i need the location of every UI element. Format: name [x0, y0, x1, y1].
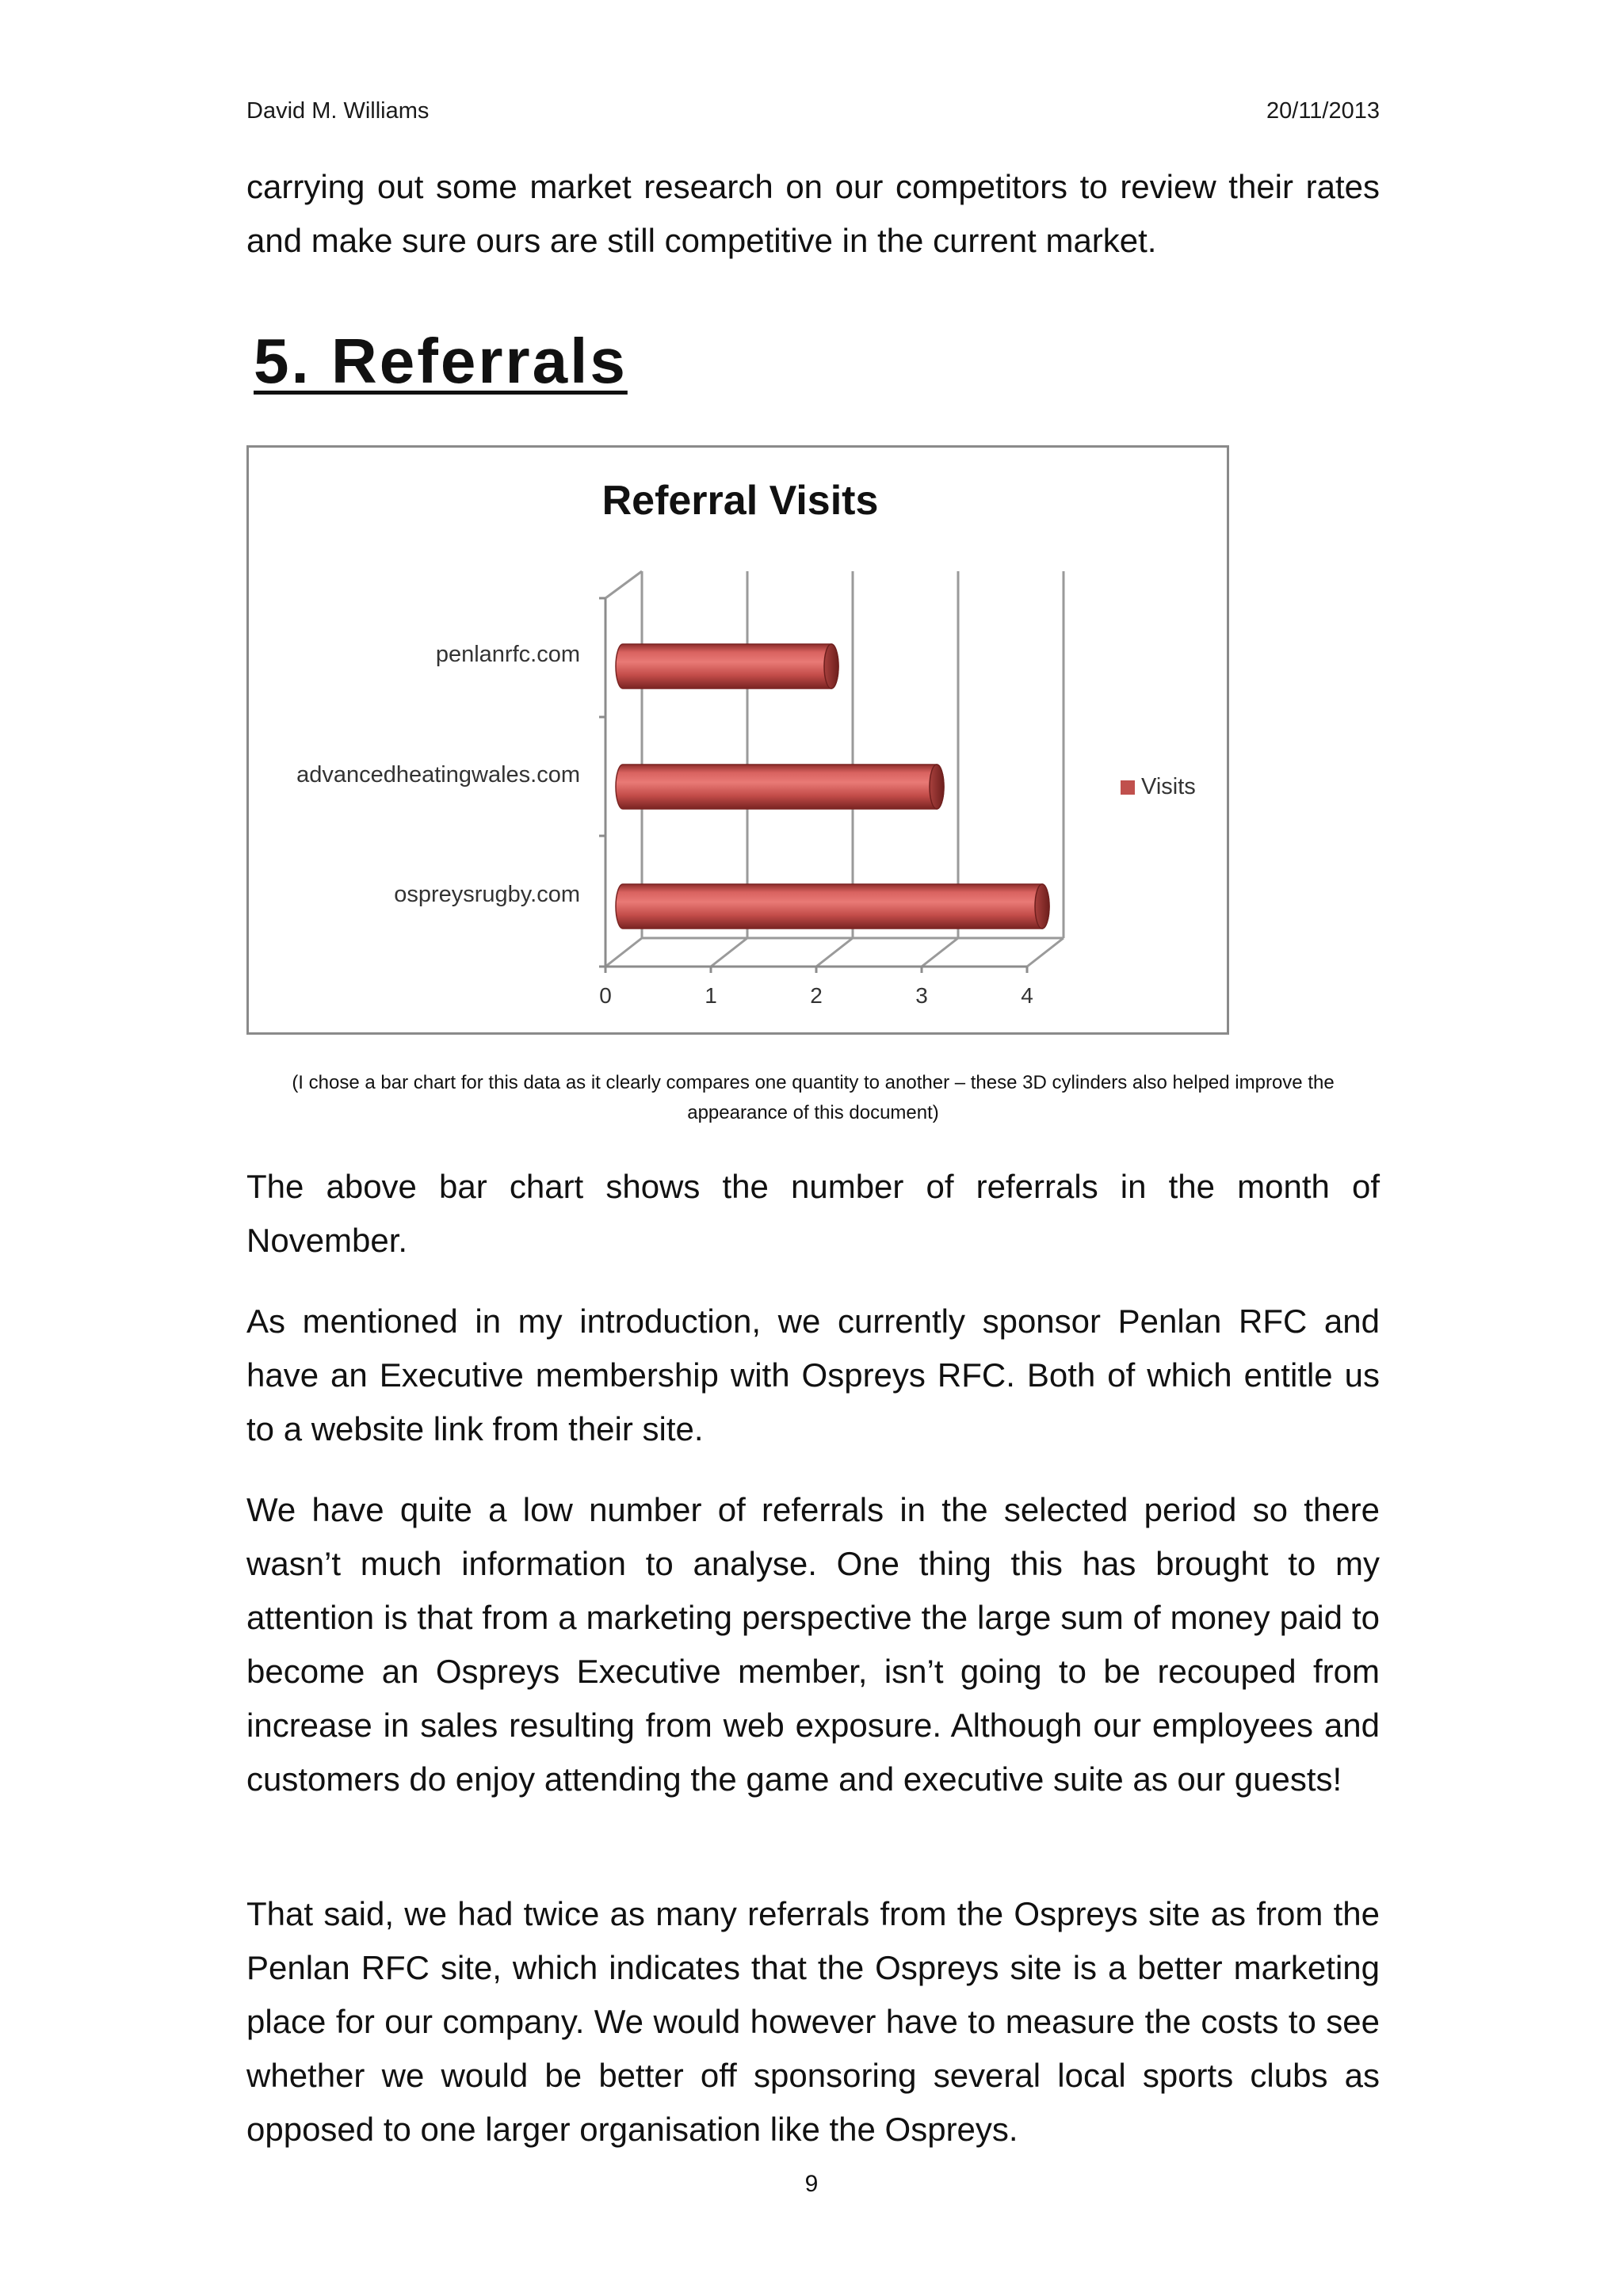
paragraph-1: The above bar chart shows the number of referrals in the month of November.: [246, 1168, 1380, 1259]
paragraph-2: As mentioned in my introduction, we currently sponsor Penlan RFC and have an Executive membership with Ospreys RFC. Both of which entitle us to a website link from their site.: [246, 1302, 1380, 1447]
header-date: 20/11/2013: [1266, 98, 1380, 124]
floor-line-1: [711, 938, 747, 967]
bar-cap-penlanrfc.com: [824, 644, 838, 688]
x-tick-label-2: 2: [810, 983, 823, 1008]
floor-line-2: [816, 938, 853, 967]
chart-title: Referral Visits: [601, 478, 879, 524]
header-author: David M. Williams: [246, 98, 430, 124]
bar-ospreysrugby.com: [616, 884, 1049, 929]
referral-visits-chart: [249, 448, 1227, 1032]
paragraph-3: We have quite a low number of referrals in the selected period so there wasn’t much information to analyse. One thing this has brought to my attention is that from a marketing perspective the large sum of money paid to become an Ospreys Executive member, isn’t going to be recouped from increase in sales resulting from web exposure. Although our employees and customers do enjoy attending the game and executive suite as our guests!: [246, 1491, 1380, 1798]
floor-line-3: [922, 938, 958, 967]
y-category-label-0: penlanrfc.com: [435, 642, 580, 667]
intro-continuation-paragraph: carrying out some market research on our competitors to review their rates and make sure ours are still competitive in the current market.: [246, 168, 1380, 259]
chart-caption: (I chose a bar chart for this data as it clearly compares one quantity to another – these 3D cylinders also helped improve the appearance of this document): [292, 1072, 1335, 1123]
x-tick-label-4: 4: [1021, 983, 1033, 1008]
bar-cap-advancedheatingwales.com: [930, 765, 944, 809]
paragraph-4: That said, we had twice as many referrals from the Ospreys site as from the Penlan RFC site, which indicates that the Ospreys site is a better marketing place for our company. We would however have to measure the costs to see whether we would be better off sponsoring several local sports clubs as opposed to one larger organisation like the Ospreys.: [246, 1895, 1380, 2148]
legend-swatch: [1121, 780, 1135, 795]
side-wall-top: [605, 571, 642, 598]
chart-frame: [246, 445, 1229, 1035]
y-category-label-2: ospreysrugby.com: [394, 882, 580, 907]
section-heading: 5. Referrals: [254, 326, 628, 396]
bar-advancedheatingwales.com: [616, 765, 944, 809]
legend-label: Visits: [1141, 774, 1196, 799]
y-category-label-1: advancedheatingwales.com: [296, 762, 580, 788]
x-tick-label-1: 1: [705, 983, 717, 1008]
floor-line-0: [605, 938, 642, 967]
floor-line-4: [1027, 938, 1064, 967]
x-tick-label-0: 0: [599, 983, 612, 1008]
page-number: 9: [804, 2171, 819, 2197]
bar-penlanrfc.com: [616, 644, 838, 688]
x-tick-label-3: 3: [915, 983, 928, 1008]
bar-cap-ospreysrugby.com: [1035, 884, 1049, 929]
